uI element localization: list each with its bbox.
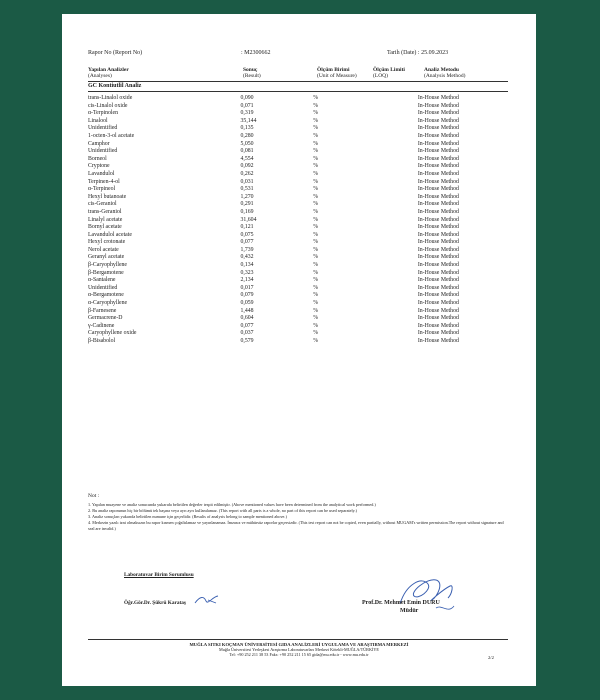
analyte-name: γ-Cadinene <box>88 322 115 329</box>
table-row <box>88 270 536 278</box>
result-value: 0,262 <box>240 170 254 177</box>
notes-title: Not : <box>88 493 100 499</box>
analyte-name: Terpinen-4-ol <box>88 178 120 185</box>
analyte-name: Caryophyllene oxide <box>88 330 137 337</box>
result-value: 0,323 <box>240 269 254 276</box>
col-header-result-en: (Result) <box>243 73 261 79</box>
lab-officer-title: Laboratuvar Birim Sorumlusu <box>124 572 194 578</box>
method-value: In-House Method <box>417 269 459 276</box>
table-row <box>88 217 536 225</box>
unit-value: % <box>313 95 319 101</box>
lab-officer-signature-icon <box>194 594 220 606</box>
analyte-name: trans-Geraniol <box>88 208 122 215</box>
unit-value: % <box>313 300 319 307</box>
unit-value: % <box>313 110 319 117</box>
col-header-analyses-tr: Yapılan Analizler <box>88 67 129 73</box>
analyte-name: cis-Geraniol <box>88 201 117 208</box>
analyte-name: Geranyl acetate <box>88 254 125 261</box>
method-value: In-House Method <box>417 125 459 132</box>
method-value: In-House Method <box>417 186 459 193</box>
table-row <box>88 232 536 240</box>
table-row <box>88 103 536 111</box>
table-row <box>88 95 536 103</box>
unit-value: % <box>313 315 319 322</box>
col-header-result-tr: Sonuç <box>243 67 258 73</box>
result-value: 0,081 <box>240 148 254 155</box>
analyte-name: Linalyl acetate <box>88 216 123 223</box>
unit-value: % <box>313 178 319 185</box>
footer-divider <box>88 639 508 640</box>
note-item-2: 2. Bu analiz raporunun hiç bir bölümü tek başına veya ayrı ayrı kullanılamaz. (This report with all parts is a whole, no part of this report can be used separately.) <box>88 508 357 513</box>
unit-value: % <box>313 284 319 291</box>
unit-value: % <box>313 148 319 155</box>
section-divider <box>88 91 508 92</box>
result-value: 0,017 <box>240 284 254 291</box>
method-value: In-House Method <box>417 95 459 101</box>
analyte-name: α-Terpineol <box>88 186 116 193</box>
col-header-method <box>424 67 465 79</box>
result-value: 4,554 <box>240 155 254 162</box>
col-header-loq-tr: Ölçüm Limiti <box>373 67 405 73</box>
col-header-loq <box>373 67 405 79</box>
table-row <box>88 209 536 217</box>
table-row <box>88 110 536 118</box>
note-item-1: 1. Yapılan muayene ve analiz sonucunda yukarıda belirtilen değerler tespit edilmiştir. (Above mentioned values have been determined from the analytical work performed.) <box>88 502 376 507</box>
analyte-name: Hexyl butanoate <box>88 193 127 200</box>
method-value: In-House Method <box>417 246 459 253</box>
header-divider <box>88 81 508 82</box>
method-value: In-House Method <box>417 201 459 208</box>
unit-value: % <box>313 186 319 193</box>
analyte-name: β-Bergamotene <box>88 269 124 276</box>
unit-value: % <box>313 170 319 177</box>
table-row <box>88 239 536 247</box>
unit-value: % <box>313 330 319 337</box>
lab-officer-name: Öğr.Gör.Dr. Şükrü Karataş <box>124 600 186 606</box>
result-value: 0,037 <box>240 330 254 337</box>
table-row <box>88 254 536 262</box>
analyte-name: Cryptone <box>88 163 110 170</box>
col-header-loq-en: (LOQ) <box>373 73 388 79</box>
director-name: Prof.Dr. Mehmet Emin DURU <box>362 600 440 606</box>
method-value: In-House Method <box>417 315 459 322</box>
method-value: In-House Method <box>417 231 459 238</box>
method-value: In-House Method <box>417 178 459 185</box>
table-row <box>88 179 536 187</box>
result-value: 0,169 <box>240 208 254 215</box>
unit-value: % <box>313 224 319 231</box>
unit-value: % <box>313 269 319 276</box>
analyte-name: β-Bisabolol <box>88 338 116 344</box>
table-row <box>88 163 536 171</box>
result-value: 1,739 <box>240 246 254 253</box>
unit-value: % <box>313 254 319 261</box>
section-title: GC Kontiutlil Analiz <box>88 83 142 89</box>
method-value: In-House Method <box>417 239 459 246</box>
table-row <box>88 315 536 323</box>
analyte-name: Borneol <box>88 155 107 162</box>
analyte-name: trans-Linalol oxide <box>88 95 133 101</box>
result-value: 2,134 <box>240 277 254 284</box>
table-row <box>88 156 536 164</box>
method-value: In-House Method <box>417 322 459 329</box>
results-table <box>88 95 536 346</box>
result-value: 31,604 <box>240 216 257 223</box>
result-value: 5,050 <box>240 140 254 147</box>
analyte-name: β-Farnesene <box>88 307 117 314</box>
result-value: 0,071 <box>240 102 254 109</box>
method-value: In-House Method <box>417 338 459 344</box>
method-value: In-House Method <box>417 284 459 291</box>
unit-value: % <box>313 201 319 208</box>
unit-value: % <box>313 125 319 132</box>
method-value: In-House Method <box>417 254 459 261</box>
method-value: In-House Method <box>417 132 459 139</box>
analyte-name: Hexyl crotonate <box>88 239 126 246</box>
method-value: In-House Method <box>417 330 459 337</box>
result-value: 0,579 <box>240 338 254 344</box>
note-item-4: 4. Merkezin yazılı izni olmaksızın bu rapor kısmen çoğaltılamaz ve yayınlanamaz. İmzasız ve mühürsüz raporlar geçersizdir. (This test report can not be copied, even partially, without MUGAM's written permission.The report without signature and seal are invalid.) <box>88 520 504 531</box>
table-row <box>88 292 536 300</box>
col-header-result <box>243 67 261 79</box>
result-value: 1,448 <box>240 307 254 314</box>
table-row <box>88 148 536 156</box>
analyte-name: 1-octen-3-ol acetate <box>88 132 135 139</box>
unit-value: % <box>313 246 319 253</box>
result-value: 0,135 <box>240 125 254 132</box>
analyte-name: α-Caryophyllene <box>88 300 128 307</box>
table-row <box>88 308 536 316</box>
col-header-analyses <box>88 67 129 79</box>
footer <box>62 642 536 657</box>
report-no-label: Rapor No (Report No) <box>88 50 143 56</box>
footer-address: Muğla Üniversitesi Yerleşkesi Araştırma Laboratuvarları Merkezi Kötekli-MUĞLA/TÜRKİYE <box>219 647 379 652</box>
result-value: 0,319 <box>240 110 254 117</box>
method-value: In-House Method <box>417 216 459 223</box>
method-value: In-House Method <box>417 277 459 284</box>
table-row <box>88 262 536 270</box>
unit-value: % <box>313 262 319 269</box>
result-value: 1,270 <box>240 193 254 200</box>
result-value: 0,075 <box>240 231 254 238</box>
report-date: Tarih (Date) : 25.09.2023 <box>387 50 449 56</box>
analyte-name: Lavandulol <box>88 170 115 177</box>
method-value: In-House Method <box>417 148 459 155</box>
director-role: Müdür <box>400 608 419 614</box>
table-row <box>88 330 536 338</box>
result-value: 0,092 <box>240 163 254 170</box>
footer-contact: Tel: +90 252 211 38 53 Faks: +90 252 211 15 65 gida@mu.edu.tr - www.mu.edu.tr <box>229 652 369 657</box>
table-row <box>88 125 536 133</box>
result-value: 0,604 <box>240 315 254 322</box>
unit-value: % <box>313 292 319 299</box>
table-row <box>88 194 536 202</box>
unit-value: % <box>313 193 319 200</box>
table-row <box>88 118 536 126</box>
method-value: In-House Method <box>417 307 459 314</box>
analyte-name: Nerol acetate <box>88 246 119 253</box>
method-value: In-House Method <box>417 300 459 307</box>
method-value: In-House Method <box>417 170 459 177</box>
analyte-name: Linalool <box>88 117 108 124</box>
analyte-name: α-Santalene <box>88 277 116 284</box>
col-header-analyses-en: (Analyses) <box>88 73 112 79</box>
table-row <box>88 224 536 232</box>
method-value: In-House Method <box>417 163 459 170</box>
result-value: 0,077 <box>240 239 254 246</box>
method-value: In-House Method <box>417 292 459 299</box>
unit-value: % <box>313 132 319 139</box>
col-header-unit <box>317 67 357 79</box>
result-value: 0,090 <box>240 95 254 101</box>
table-row <box>88 133 536 141</box>
method-value: In-House Method <box>417 155 459 162</box>
note-item-3: 3. Analiz sonuçları yukarıda belirtilen numune için geçerlidir. (Results of analysis belong to sample mentioned above.) <box>88 514 287 519</box>
table-row <box>88 323 536 331</box>
analyte-name: Germacrene-D <box>88 315 123 322</box>
analyte-name: β-Caryophyllene <box>88 262 128 269</box>
method-value: In-House Method <box>417 140 459 147</box>
result-value: 0,079 <box>240 292 254 299</box>
notes-section <box>88 493 508 532</box>
report-page <box>62 14 536 686</box>
analyte-name: Unidentified <box>88 148 118 155</box>
unit-value: % <box>313 277 319 284</box>
report-no-value: : M2300662 <box>241 50 271 56</box>
table-row <box>88 300 536 308</box>
unit-value: % <box>313 208 319 215</box>
method-value: In-House Method <box>417 117 459 124</box>
unit-value: % <box>313 102 319 109</box>
table-row <box>88 247 536 255</box>
table-row <box>88 285 536 293</box>
result-value: 0,121 <box>240 224 254 231</box>
table-row <box>88 171 536 179</box>
col-header-unit-tr: Ölçüm Birimi <box>317 67 350 73</box>
unit-value: % <box>313 140 319 147</box>
unit-value: % <box>313 163 319 170</box>
unit-value: % <box>313 231 319 238</box>
analyte-name: Bornyl acetate <box>88 224 122 231</box>
result-value: 35,144 <box>240 117 257 124</box>
method-value: In-House Method <box>417 224 459 231</box>
result-value: 0,059 <box>240 300 254 307</box>
table-row <box>88 201 536 209</box>
result-value: 0,077 <box>240 322 254 329</box>
unit-value: % <box>313 307 319 314</box>
analyte-name: cis-Linalol oxide <box>88 102 128 109</box>
analyte-name: α-Terpinolen <box>88 110 118 117</box>
result-value: 0,280 <box>240 132 254 139</box>
unit-value: % <box>313 322 319 329</box>
method-value: In-House Method <box>417 102 459 109</box>
method-value: In-House Method <box>417 193 459 200</box>
col-header-method-tr: Analiz Metodu <box>424 67 459 73</box>
col-header-method-en: (Analysis Method) <box>424 73 466 79</box>
method-value: In-House Method <box>417 208 459 215</box>
unit-value: % <box>313 155 319 162</box>
analyte-name: Lavandulol acetate <box>88 231 132 238</box>
unit-value: % <box>313 338 319 344</box>
table-row <box>88 186 536 194</box>
analyte-name: α-Bergamotene <box>88 292 124 299</box>
analyte-name: Unidentified <box>88 125 118 132</box>
result-value: 0,134 <box>240 262 254 269</box>
col-header-unit-en: (Unit of Measure) <box>317 73 357 79</box>
unit-value: % <box>313 117 319 124</box>
table-row <box>88 338 536 346</box>
table-row <box>88 141 536 149</box>
result-value: 0,291 <box>240 201 254 208</box>
method-value: In-House Method <box>417 110 459 117</box>
unit-value: % <box>313 216 319 223</box>
table-row <box>88 277 536 285</box>
analyte-name: Unidentified <box>88 284 118 291</box>
result-value: 0,031 <box>240 178 254 185</box>
footer-institution: MUĞLA SITKI KOÇMAN ÜNİVERSİTESİ GIDA ANALİZLERİ UYGULAMA VE ARAŞTIRMA MERKEZİ <box>189 642 409 647</box>
unit-value: % <box>313 239 319 246</box>
page-number: 2/2 <box>488 655 494 660</box>
analyte-name: Camphor <box>88 140 110 147</box>
result-value: 0,531 <box>240 186 254 193</box>
method-value: In-House Method <box>417 262 459 269</box>
result-value: 0,432 <box>240 254 254 261</box>
